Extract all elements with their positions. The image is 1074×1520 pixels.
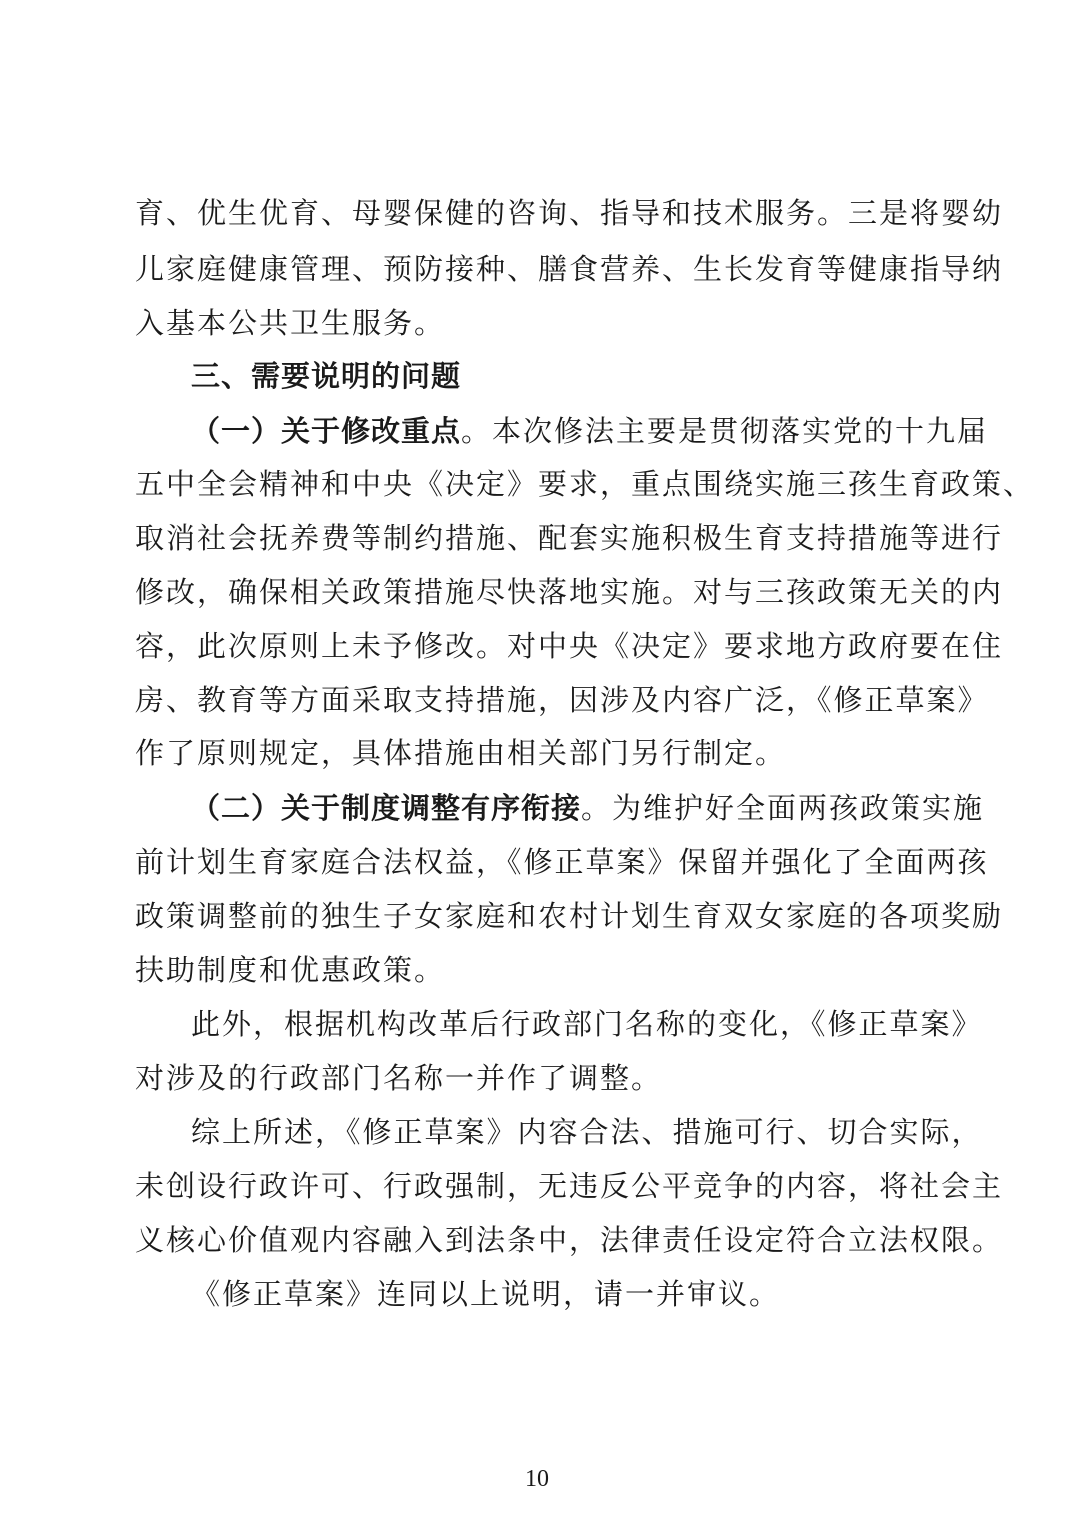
- paragraph-text: 。为维护好全面两孩政策实施: [581, 791, 985, 825]
- body-text-line: 扶助制度和优惠政策。: [135, 953, 446, 987]
- body-text-line: 政策调整前的独生子女家庭和农村计划生育双女家庭的各项奖励: [135, 899, 1004, 933]
- body-text-line: 房、教育等方面采取支持措施，因涉及内容广泛，《修正草案》: [135, 683, 989, 717]
- body-text-line: 对涉及的行政部门名称一并作了调整。: [135, 1061, 663, 1095]
- paragraph-lead: （一）关于修改重点: [191, 414, 462, 448]
- body-text-line: 作了原则规定，具体措施由相关部门另行制定。: [135, 736, 787, 770]
- body-text-line: 儿家庭健康管理、预防接种、膳食营养、生长发育等健康指导纳: [135, 252, 1004, 286]
- paragraph-text: 。本次修法主要是贯彻落实党的十九届: [461, 414, 989, 448]
- paragraph-first-line: [191, 790, 985, 826]
- body-text-line: 未创设行政许可、行政强制，无违反公平竞争的内容，将社会主: [135, 1169, 1004, 1203]
- body-text-line: 取消社会抚养费等制约措施、配套实施积极生育支持措施等进行: [135, 521, 1004, 555]
- body-text-line: 义核心价值观内容融入到法条中，法律责任设定符合立法权限。: [135, 1223, 1004, 1257]
- body-text-line: 育、优生优育、母婴保健的咨询、指导和技术服务。三是将婴幼: [135, 196, 1004, 230]
- section-heading: 三、需要说明的问题: [191, 359, 462, 393]
- body-text-line: 容，此次原则上未予修改。对中央《决定》要求地方政府要在住: [135, 629, 1004, 663]
- paragraph-first-line: [191, 413, 989, 449]
- paragraph-first-line: 《修正草案》连同以上说明，请一并审议。: [191, 1277, 781, 1311]
- body-text-line: 入基本公共卫生服务。: [135, 306, 446, 340]
- body-text-line: 五中全会精神和中央《决定》要求，重点围绕实施三孩生育政策、: [135, 467, 1035, 501]
- paragraph-lead: （二）关于制度调整有序衔接: [191, 791, 582, 825]
- body-text-line: 前计划生育家庭合法权益，《修正草案》保留并强化了全面两孩: [135, 845, 989, 879]
- paragraph-first-line: 此外，根据机构改革后行政部门名称的变化，《修正草案》: [191, 1007, 983, 1041]
- page-number: 10: [525, 1466, 549, 1492]
- body-text-line: 修改，确保相关政策措施尽快落地实施。对与三孩政策无关的内: [135, 575, 1004, 609]
- paragraph-first-line: 综上所述，《修正草案》内容合法、措施可行、切合实际，: [191, 1115, 983, 1149]
